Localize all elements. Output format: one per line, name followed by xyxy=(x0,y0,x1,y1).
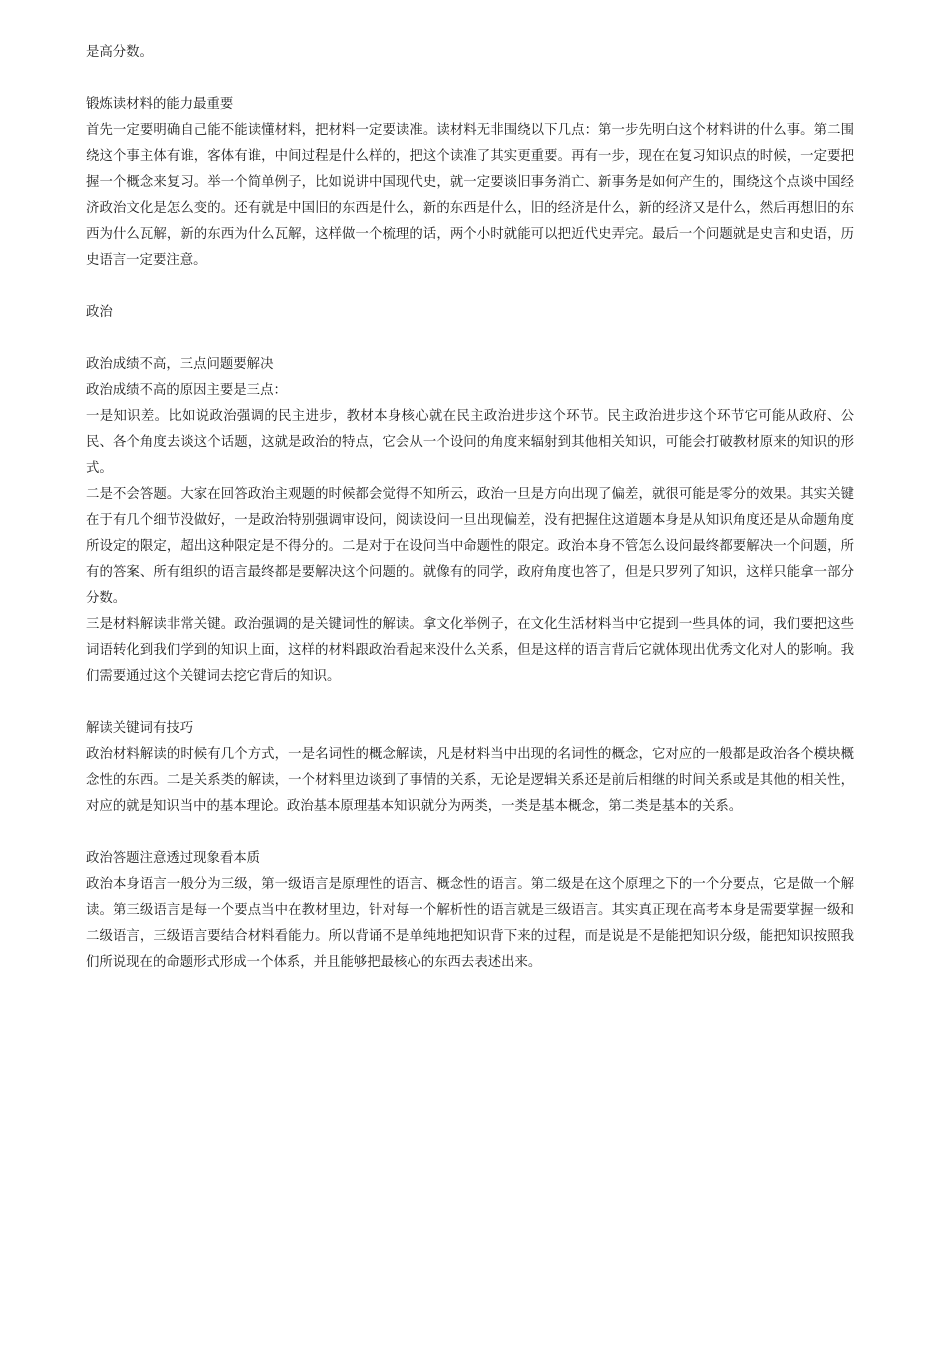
paragraph-gap xyxy=(86,690,854,716)
section-heading-keyword-skills: 解读关键词有技巧 xyxy=(86,721,194,736)
paragraph-reason-one: 一是知识差。比如说政治强调的民主进步，教材本身核心就在民主政治进步这个环节。民主政治进步这个环节它可能从政府、公民、各个角度去谈这个话题，这就是政治的特点，它会从一个设问的角度来辐射到其他相关知识，可能会打破教材原来的知识的形式。 xyxy=(86,409,854,476)
paragraph-gap xyxy=(86,66,854,92)
paragraph-gap xyxy=(86,326,854,352)
section-heading-reading-materials: 锻炼读材料的能力最重要 xyxy=(86,97,234,112)
paragraph-reason-three: 三是材料解读非常关键。政治强调的是关键词性的解读。拿文化举例子，在文化生活材料当中它提到一些具体的词，我们要把这些词语转化到我们学到的知识上面，这样的材料跟政治看起来没什么关系，但是这样的语言背后它就体现出优秀文化对人的影响。我们需要通过这个关键词去挖它背后的知识。 xyxy=(86,617,854,684)
paragraph-keyword-skills: 政治材料解读的时候有几个方式，一是名词性的概念解读，凡是材料当中出现的名词性的概念，它对应的一般都是政治各个模块概念性的东西。二是关系类的解读，一个材料里边谈到了事情的关系，无论是逻辑关系还是前后相继的时间关系或是其他的相关性，对应的就是知识当中的基本理论。政治基本原理基本知识就分为两类，一类是基本概念，第二类是基本的关系。 xyxy=(86,747,854,814)
paragraph-reading-materials: 首先一定要明确自己能不能读懂材料，把材料一定要读准。读材料无非围绕以下几点：第一步先明白这个材料讲的什么事。第二围绕这个事主体有谁，客体有谁，中间过程是什么样的，把这个读准了其实更重要。再有一步，现在在复习知识点的时候，一定要把握一个概念来复习。举一个简单例子，比如说讲中国现代史，就一定要谈旧事务消亡、新事务是如何产生的，围绕这个点谈中国经济政治文化是怎么变的。还有就是中国旧的东西是什么，新的东西是什么，旧的经济是什么，新的经济又是什么，然后再想旧的东西为什么瓦解，新的东西为什么瓦解，这样做一个梳理的话，两个小时就能可以把近代史弄完。最后一个问题就是史言和史语，历史语言一定要注意。 xyxy=(86,123,854,268)
paragraph-essence: 政治本身语言一般分为三级，第一级语言是原理性的语言、概念性的语言。第二级是在这个原理之下的一个分要点，它是做一个解读。第三级语言是每一个要点当中在教材里边，针对每一个解析性的语言就是三级语言。其实真正现在高考本身是需要掌握一级和二级语言，三级语言要结合材料看能力。所以背诵不是单纯地把知识背下来的过程，而是说是不是能把知识分级，能把知识按照我们所说现在的命题形式形成一个体系，并且能够把最核心的东西去表述出来。 xyxy=(86,877,854,970)
paragraph-reason-two: 二是不会答题。大家在回答政治主观题的时候都会觉得不知所云，政治一旦是方向出现了偏差，就很可能是零分的效果。其实关键在于有几个细节没做好，一是政治特别强调审设问，阅读设问一旦出现偏差，没有把握住这道题本身是从知识角度还是从命题角度所设定的限定，超出这种限定是不得分的。二是对于在设问当中命题性的限定。政治本身不管怎么设问最终都要解决一个问题，所有的答案、所有组织的语言最终都是要解决这个问题的。就像有的同学，政府角度也答了，但是只罗列了知识，这样只能拿一部分分数。 xyxy=(86,487,854,606)
paragraph-continuation: 是高分数。 xyxy=(86,45,153,60)
section-heading-three-problems: 政治成绩不高，三点问题要解决 xyxy=(86,357,274,372)
document-page xyxy=(86,40,854,976)
section-title-politics: 政治 xyxy=(86,305,113,320)
paragraph-gap xyxy=(86,274,854,300)
section-heading-essence: 政治答题注意透过现象看本质 xyxy=(86,851,261,866)
paragraph-three-reasons-intro: 政治成绩不高的原因主要是三点： xyxy=(86,383,287,398)
paragraph-gap xyxy=(86,820,854,846)
